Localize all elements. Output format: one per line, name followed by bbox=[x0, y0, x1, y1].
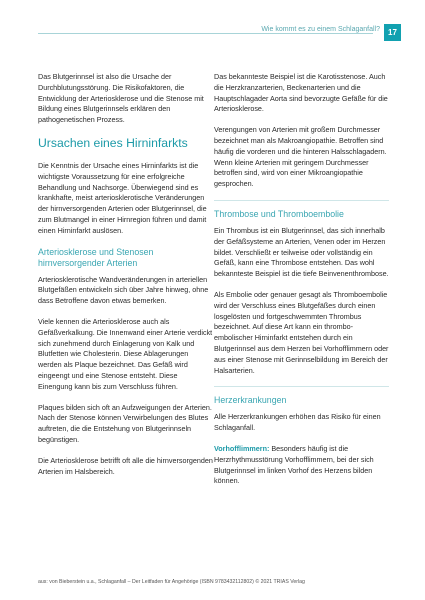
subheading-thrombose: Thrombose und Thromboembolie bbox=[214, 208, 344, 219]
body-paragraph: Alle Herzerkrankungen erhöhen das Risiko für einen Schlaganfall. bbox=[214, 412, 381, 433]
body-paragraph: Arteriosklerotische Wandveränderungen in arteriellen Blutgefäßen entwickeln sich über Jahre hinweg, ohne dass Betroffene davon etwas bemerken. bbox=[38, 274, 209, 306]
vorhofflimmern-text: Besonders häufig ist die Herzrhythmusstörung Vorhofflimmern, bei der sich Blutgerinnsel im linken Vorhof des Herzens bilden können. bbox=[214, 443, 374, 486]
left-column bbox=[38, 72, 213, 487]
vorhofflimmern-paragraph bbox=[214, 444, 389, 487]
right-column bbox=[214, 72, 389, 497]
subheading-arteriosklerose: Arteriosklerose und Stenosen hirnversorgender Arterien bbox=[38, 246, 154, 268]
header-rule bbox=[38, 33, 373, 34]
body-paragraph: Verengungen von Arterien mit großem Durchmesser bezeichnet man als Makroangiopathie. Betroffen sind häufig die vorderen und die hinteren Halsschlagadern. Wenn kleine Arterien mit geringem Durchmesser betroffen sind, wird von einer Mikroangiopathie gesprochen. bbox=[214, 125, 387, 189]
body-paragraph: Das bekannteste Beispiel ist die Karotisstenose. Auch die Herzkranzarterien, Beckenarterien und die Hauptschlagader Aorta sind bevorzugte Gefäße für die Arteriosklerose. bbox=[214, 72, 388, 114]
page-number-badge: 17 bbox=[384, 24, 401, 41]
vorhofflimmern-term: Vorhofflimmern: bbox=[214, 443, 270, 453]
section-divider bbox=[214, 200, 389, 201]
body-paragraph: Viele kennen die Arteriosklerose auch als Gefäßverkalkung. Die Innenwand einer Arterie verdickt sich zunehmend durch Einlagerung von Kalk und Blutfetten wie Cholesterin. Diese Ablagerungen werden als Plaque bezeichnet. Das Gefäß wird eingeengt und eine Stenose entsteht. Diese Einengung kann bis zum Verschluss führen. bbox=[38, 316, 213, 391]
body-paragraph: Plaques bilden sich oft an Aufzweigungen der Arterien. Nach der Stenose können Verwirbelungen des Blutes auftreten, die die Entstehung von Blutgerinnseln begünstigen. bbox=[38, 402, 212, 444]
body-paragraph: Als Embolie oder genauer gesagt als Thromboembolie wird der Verschluss eines Blutgefäßes durch einen losgelösten und fortgeschwemmten Thrombus bezeichnet. Auf diese Art kann ein thrombo-embolischer Hirninfarkt entstehen durch ein Blutgerinnsel aus dem Herzen bei Vorhofflimmern oder aus einer Stenose mit Gerinnselbildung im Bereich der Halsarterien. bbox=[214, 289, 389, 375]
body-paragraph: Die Arteriosklerose betrifft oft alle die hirnversorgenden Arterien im Halsbereich. bbox=[38, 455, 213, 476]
intro-paragraph: Das Blutgerinnsel ist also die Ursache der Durchblutungsstörung. Die Risikofaktoren, die Entwicklung der Arteriosklerose und die Stenose mit Bildung eines Blutgerinnsels erklären den pathogenetischen Prozess. bbox=[38, 72, 204, 125]
section-heading: Ursachen eines Hirninfarkts bbox=[38, 135, 188, 150]
running-title: Wie kommt es zu einem Schlaganfall? bbox=[261, 26, 380, 33]
body-paragraph: Ein Thrombus ist ein Blutgerinnsel, das sich innerhalb der Gefäßsysteme an Arterien, Venen oder im Herzen bildet. Verschließt er teilweise oder vollständig ein Gefäß, kann eine Thrombose entstehen. Das wohl bekannteste Beispiel ist die tiefe Beinvenenthrombose. bbox=[214, 225, 389, 279]
section-divider bbox=[214, 386, 389, 387]
subheading-herzerkrankungen: Herzerkrankungen bbox=[214, 395, 287, 406]
page-footer: aus: von Bieberstein u.a., Schlaganfall – Der Leitfaden für Angehörige (ISBN 9783432112802) © 2021 TRIAS Verlag bbox=[38, 579, 305, 585]
section-paragraph: Die Kenntnis der Ursache eines Hirninfarkts ist die wichtigste Voraussetzung für eine erfolgreiche Behandlung und Nachsorge. Überwiegend sind es krankhafte, meist arteriosklerotische Veränderungen der hirnversorgenden Arterien oder Blutgerinnsel, die zum Blutmangel in einer Hirnregion führen und damit einen Hirninfarkt auslösen. bbox=[38, 160, 207, 235]
